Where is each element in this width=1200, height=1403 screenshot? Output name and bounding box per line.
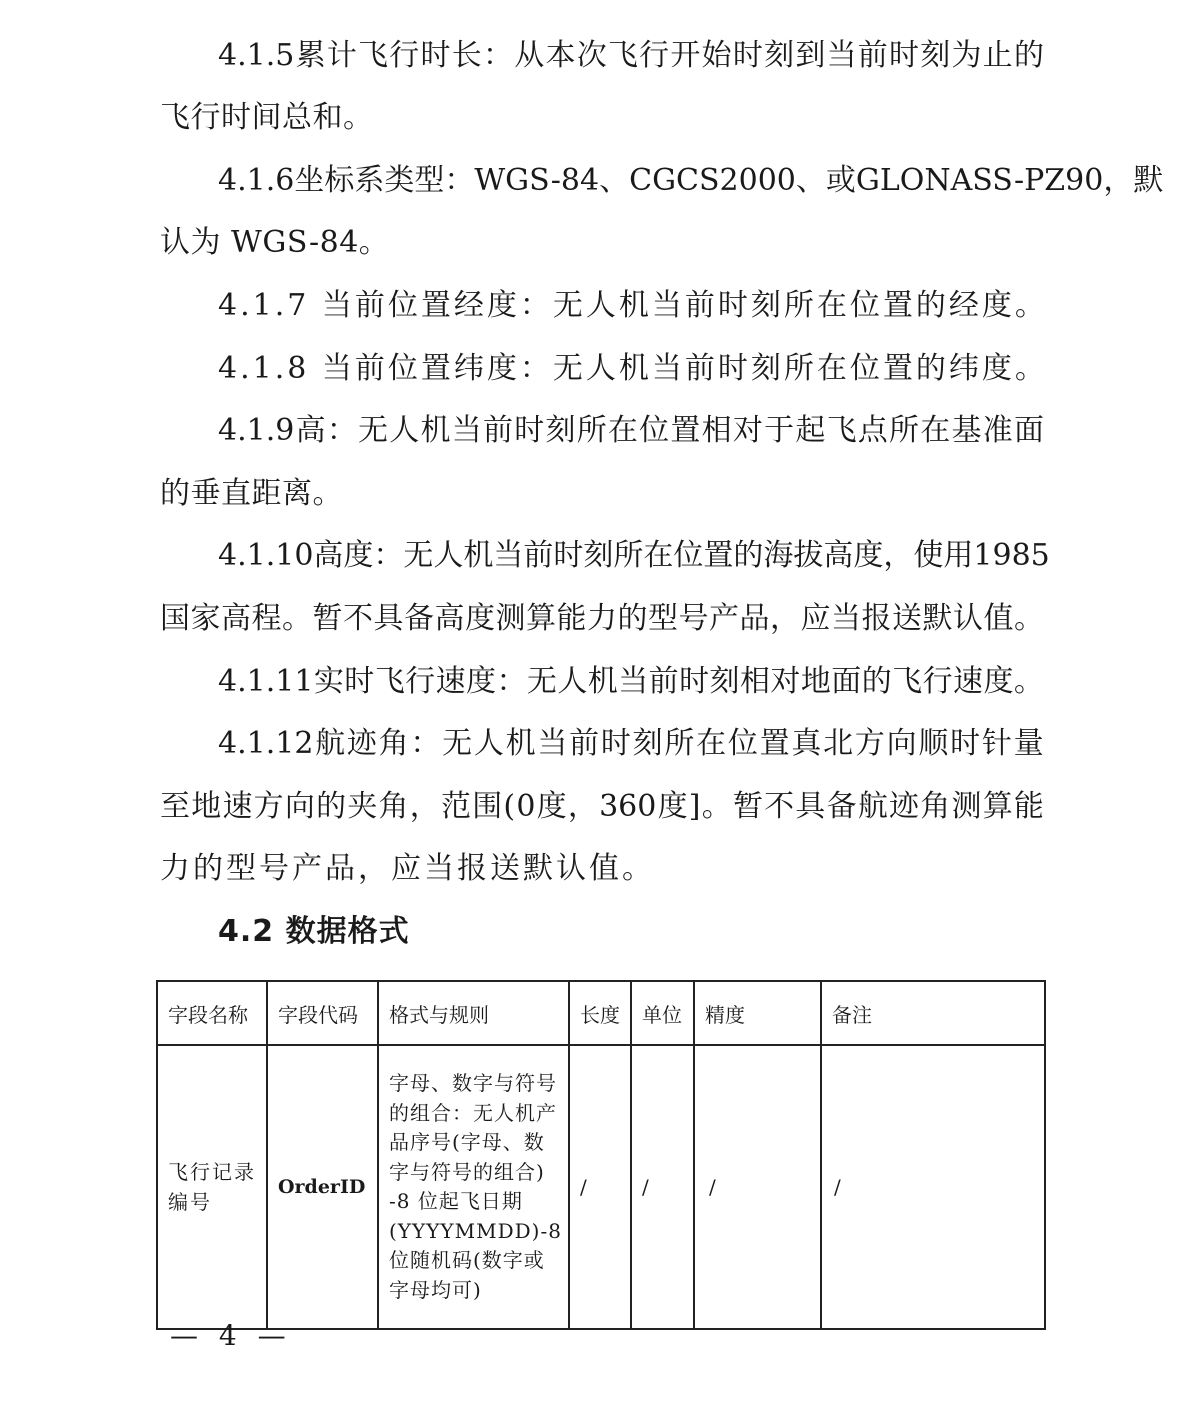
text-glyph: 航 xyxy=(857,789,888,824)
text-glyph: 无 xyxy=(358,413,389,448)
text-glyph: 认 xyxy=(953,601,983,636)
text-glyph: 刻 xyxy=(709,664,740,699)
text-glyph: 行 xyxy=(405,664,436,699)
text-glyph: 不 xyxy=(343,601,373,636)
text-glyph: 送 xyxy=(892,601,922,636)
text-line: 飞行时间总和。 xyxy=(160,100,374,135)
text-glyph: 时 xyxy=(950,726,981,761)
text-glyph: 北 xyxy=(823,726,854,761)
cell-line: 的组合：无人机产 xyxy=(389,1100,557,1125)
text-glyph: 产 xyxy=(709,601,739,636)
text-glyph: 置 xyxy=(759,726,790,761)
text-glyph: 时 xyxy=(600,726,631,761)
text-glyph: 机 xyxy=(505,726,536,761)
text-glyph: 累 xyxy=(295,38,326,73)
text-glyph: ， xyxy=(883,538,914,573)
text-glyph: 或 xyxy=(825,163,856,198)
text-glyph: 高 xyxy=(434,601,465,636)
text-glyph: 针 xyxy=(981,726,1012,761)
text-glyph: 向 xyxy=(284,789,315,824)
text-glyph: 人 xyxy=(389,413,420,448)
text-glyph: 顺 xyxy=(918,726,949,761)
text-glyph: 的 xyxy=(1013,38,1044,73)
text-glyph: 围 xyxy=(472,789,503,824)
text-glyph: 型 xyxy=(648,601,678,636)
text-glyph: ， xyxy=(1103,163,1134,198)
text-glyph: 向 xyxy=(886,726,917,761)
text-glyph: 度 xyxy=(343,538,374,573)
text-glyph: 算 xyxy=(526,601,556,636)
text-glyph: 开 xyxy=(670,38,701,73)
text-glyph: 时 xyxy=(889,38,920,73)
text-glyph: 于 xyxy=(764,413,795,448)
text-glyph: 标 xyxy=(324,163,355,198)
text-line xyxy=(218,36,1044,76)
text-glyph: 无 xyxy=(403,538,434,573)
text-glyph: 起 xyxy=(795,413,826,448)
text-glyph: 地 xyxy=(191,789,222,824)
text-glyph: 飞 xyxy=(358,38,389,73)
cell-line: -8 位起飞日期 xyxy=(389,1189,523,1213)
text-glyph: 度 xyxy=(983,664,1014,699)
text-glyph: 度 xyxy=(657,789,688,824)
text-glyph: 时 xyxy=(514,413,545,448)
text-glyph: 人 xyxy=(473,726,504,761)
text-glyph: ( xyxy=(503,789,516,824)
cell-line: 品序号(字母、数 xyxy=(389,1130,545,1154)
text-glyph: 前 xyxy=(569,726,600,761)
cell-line: 飞行记录 xyxy=(168,1160,256,1184)
text-glyph: 的 xyxy=(617,601,648,636)
text-glyph: 置 xyxy=(670,413,701,448)
text-line xyxy=(160,787,1044,827)
text-glyph: 计 xyxy=(326,38,357,73)
text-glyph: 本 xyxy=(545,38,576,73)
text-glyph: 所 xyxy=(664,726,695,761)
text-glyph: 行 xyxy=(922,664,953,699)
text-glyph: 具 xyxy=(795,789,826,824)
text-glyph: 实 xyxy=(313,664,344,699)
text-glyph: 报 xyxy=(861,601,892,636)
text-glyph: 暂 xyxy=(732,789,763,824)
text-glyph: 机 xyxy=(587,664,618,699)
text-glyph: 始 xyxy=(701,38,732,73)
text-glyph: 能 xyxy=(556,601,587,636)
text-glyph: 点 xyxy=(857,413,888,448)
text-glyph: 所 xyxy=(613,538,644,573)
text-glyph: 度 xyxy=(466,664,497,699)
text-glyph: 飞 xyxy=(826,413,857,448)
text-glyph: ： xyxy=(373,538,404,573)
text-glyph: 度 xyxy=(465,601,495,636)
text-glyph: 应 xyxy=(800,601,831,636)
text-glyph: 对 xyxy=(770,664,801,699)
text-line: 的垂直距离。 xyxy=(160,476,343,511)
text-glyph: 为 xyxy=(951,38,982,73)
text-glyph: 当 xyxy=(493,538,524,573)
text-glyph: 在 xyxy=(696,726,727,761)
text-glyph: 不 xyxy=(764,789,795,824)
text-glyph: 前 xyxy=(857,38,888,73)
table-header-row xyxy=(157,981,1045,1045)
text-glyph: 系 xyxy=(354,163,385,198)
text-glyph: 品 xyxy=(739,601,770,636)
text-glyph: 次 xyxy=(576,38,607,73)
section-heading: 4.2 数据格式 xyxy=(218,914,410,949)
text-line: 力的型号产品，应当报送默认值。 xyxy=(160,851,655,886)
text-glyph: 从 xyxy=(514,38,545,73)
text-glyph: 的 xyxy=(733,538,764,573)
text-glyph: 4.1.5 xyxy=(218,38,295,73)
text-glyph: 拔 xyxy=(793,538,824,573)
text-glyph: 度 xyxy=(536,789,567,824)
text-glyph: 0 xyxy=(516,789,536,824)
text-glyph: 速 xyxy=(953,664,984,699)
text-glyph: 面 xyxy=(1013,413,1044,448)
text-glyph: 海 xyxy=(763,538,794,573)
text-glyph: ： xyxy=(410,726,441,761)
text-glyph: 当 xyxy=(618,664,649,699)
text-glyph: 当 xyxy=(537,726,568,761)
text-glyph: ： xyxy=(326,413,357,448)
text-glyph: 准 xyxy=(982,413,1013,448)
text-line xyxy=(218,161,1164,201)
header-field-code: 字段代码 xyxy=(267,981,378,1045)
text-glyph: 4.1.9 xyxy=(218,413,295,448)
data-format-table xyxy=(156,980,1046,1330)
text-glyph: 高 xyxy=(313,538,344,573)
text-glyph: 用 xyxy=(943,538,974,573)
text-glyph: 飞 xyxy=(607,38,638,73)
text-glyph: 在 xyxy=(920,413,951,448)
cell-field-code: OrderID xyxy=(267,1045,378,1329)
text-glyph: 4.1.10 xyxy=(218,538,314,573)
text-glyph: 力 xyxy=(587,601,617,636)
text-glyph: ， xyxy=(409,789,440,824)
text-glyph: 暂 xyxy=(312,601,343,636)
text-glyph: ， xyxy=(567,789,598,824)
text-glyph: 相 xyxy=(739,664,770,699)
text-glyph: 速 xyxy=(222,789,253,824)
text-glyph: 前 xyxy=(523,538,554,573)
cell-line: 字母、数字与符号 xyxy=(389,1071,557,1095)
text-glyph: 角 xyxy=(378,726,409,761)
text-glyph: 长 xyxy=(451,38,482,73)
cell-format-rules xyxy=(378,1045,569,1329)
table-row xyxy=(157,1045,1045,1329)
text-glyph: 备 xyxy=(826,789,857,824)
header-length: 长度 xyxy=(569,981,631,1045)
text-glyph: ] xyxy=(688,789,701,824)
text-glyph: 飞 xyxy=(374,664,405,699)
text-glyph: 机 xyxy=(463,538,494,573)
text-glyph: 迹 xyxy=(889,789,920,824)
text-glyph: 高 xyxy=(221,601,251,636)
text-glyph: 当 xyxy=(451,413,482,448)
page-number: — 4 — xyxy=(170,1319,292,1352)
text-glyph: 。 xyxy=(701,789,732,824)
text-glyph: 至 xyxy=(160,789,190,824)
text-glyph: 的 xyxy=(861,664,892,699)
text-glyph: 无 xyxy=(442,726,473,761)
text-line: 4.1.7 当前位置经度：无人机当前时刻所在位置的经度。 xyxy=(218,288,1048,323)
text-glyph: 位 xyxy=(727,726,758,761)
header-note: 备注 xyxy=(821,981,1045,1045)
text-glyph: 位 xyxy=(639,413,670,448)
text-glyph: 测 xyxy=(495,601,526,636)
text-glyph: 坐 xyxy=(294,163,325,198)
text-glyph: 在 xyxy=(607,413,638,448)
cell-line: 编号 xyxy=(168,1190,212,1214)
text-glyph: WGS-84 xyxy=(474,163,600,198)
text-glyph: 值 xyxy=(983,601,1014,636)
text-glyph: 当 xyxy=(826,38,857,73)
text-glyph: 、 xyxy=(599,163,630,198)
header-format-rules: 格式与规则 xyxy=(378,981,569,1045)
text-glyph: ： xyxy=(482,38,513,73)
header-precision: 精度 xyxy=(694,981,821,1045)
text-glyph: 360 xyxy=(599,789,657,824)
text-glyph: 方 xyxy=(854,726,885,761)
text-glyph: 人 xyxy=(433,538,464,573)
text-glyph: 时 xyxy=(553,538,584,573)
text-glyph: 备 xyxy=(404,601,434,636)
text-glyph: 高 xyxy=(823,538,854,573)
text-glyph: 角 xyxy=(920,789,951,824)
text-glyph: 前 xyxy=(648,664,679,699)
text-line: 4.1.8 当前位置纬度：无人机当前时刻所在位置的纬度。 xyxy=(218,351,1048,386)
text-glyph: 方 xyxy=(253,789,284,824)
text-glyph: 刻 xyxy=(632,726,663,761)
text-glyph: 真 xyxy=(791,726,822,761)
text-glyph: 角 xyxy=(378,789,409,824)
text-glyph: 刻 xyxy=(583,538,614,573)
text-glyph: 4.1.6 xyxy=(218,163,295,198)
text-glyph: 面 xyxy=(831,664,862,699)
text-glyph: 刻 xyxy=(764,38,795,73)
header-unit: 单位 xyxy=(631,981,694,1045)
text-glyph: 止 xyxy=(982,38,1013,73)
text-glyph: 地 xyxy=(800,664,831,699)
text-glyph: 位 xyxy=(673,538,704,573)
text-glyph: 刻 xyxy=(920,38,951,73)
text-line xyxy=(218,536,1050,576)
text-glyph: 时 xyxy=(420,38,451,73)
text-glyph: 4.1.11 xyxy=(218,664,314,699)
text-glyph: 。 xyxy=(1014,601,1044,636)
cell-length: / xyxy=(569,1045,631,1329)
cell-precision: / xyxy=(694,1045,821,1329)
text-glyph: 前 xyxy=(482,413,513,448)
text-glyph: 基 xyxy=(951,413,982,448)
text-glyph: 测 xyxy=(951,789,982,824)
text-glyph: ， xyxy=(770,601,800,636)
text-glyph: 能 xyxy=(1013,789,1044,824)
text-glyph: 类 xyxy=(384,163,415,198)
text-glyph: 程 xyxy=(251,601,282,636)
text-glyph: 当 xyxy=(831,601,861,636)
text-glyph: 无 xyxy=(526,664,557,699)
text-glyph: 航 xyxy=(315,726,346,761)
header-field-name: 字段名称 xyxy=(157,981,267,1045)
text-glyph: 时 xyxy=(732,38,763,73)
cell-field-name xyxy=(157,1045,267,1329)
text-glyph: 到 xyxy=(795,38,826,73)
text-glyph: CGCS2000 xyxy=(629,163,796,198)
cell-unit: / xyxy=(631,1045,694,1329)
text-glyph: 。 xyxy=(282,601,312,636)
text-glyph: ： xyxy=(444,163,475,198)
text-glyph: 夹 xyxy=(347,789,378,824)
cell-line: (YYYYMMDD)-8 xyxy=(389,1218,562,1243)
text-glyph: 在 xyxy=(643,538,674,573)
text-glyph: 所 xyxy=(576,413,607,448)
text-glyph: 行 xyxy=(389,38,420,73)
text-glyph: 对 xyxy=(732,413,763,448)
text-glyph: 家 xyxy=(190,601,221,636)
text-glyph: 置 xyxy=(703,538,734,573)
text-glyph: 高 xyxy=(295,413,326,448)
cell-line: 字母均可) xyxy=(389,1277,482,1302)
text-glyph: 的 xyxy=(316,789,347,824)
text-glyph: 型 xyxy=(414,163,445,198)
text-glyph: 量 xyxy=(1013,726,1044,761)
text-glyph: 时 xyxy=(679,664,710,699)
text-glyph: 飞 xyxy=(892,664,923,699)
text-glyph: 使 xyxy=(913,538,944,573)
text-glyph: 、 xyxy=(795,163,826,198)
cell-line: 字与符号的组合) xyxy=(389,1159,545,1184)
text-glyph: 迹 xyxy=(346,726,377,761)
text-glyph: 默 xyxy=(922,601,953,636)
text-line xyxy=(218,411,1044,451)
text-glyph: 1985 xyxy=(973,538,1050,573)
text-glyph: GLONASS-PZ90 xyxy=(855,163,1104,198)
cell-note: / xyxy=(821,1045,1045,1329)
text-glyph: 4.1.12 xyxy=(218,726,314,761)
text-glyph: 具 xyxy=(373,601,404,636)
text-glyph: ： xyxy=(496,664,527,699)
text-line xyxy=(160,599,1044,639)
text-glyph: 度 xyxy=(853,538,884,573)
cell-line: 位随机码(数字或 xyxy=(389,1248,545,1272)
text-glyph: 时 xyxy=(344,664,375,699)
text-glyph: 默 xyxy=(1133,163,1164,198)
text-glyph: 所 xyxy=(889,413,920,448)
text-line: 认为 WGS-84。 xyxy=(160,225,390,260)
text-glyph: 机 xyxy=(420,413,451,448)
text-glyph: 。 xyxy=(1013,664,1044,699)
text-glyph: 范 xyxy=(440,789,471,824)
text-line xyxy=(218,724,1044,764)
text-glyph: 算 xyxy=(982,789,1013,824)
text-glyph: 行 xyxy=(639,38,670,73)
text-glyph: 国 xyxy=(160,601,190,636)
text-glyph: 速 xyxy=(435,664,466,699)
text-line xyxy=(218,662,1044,702)
text-glyph: 号 xyxy=(678,601,709,636)
text-glyph: 人 xyxy=(557,664,588,699)
text-glyph: 刻 xyxy=(545,413,576,448)
text-glyph: 相 xyxy=(701,413,732,448)
